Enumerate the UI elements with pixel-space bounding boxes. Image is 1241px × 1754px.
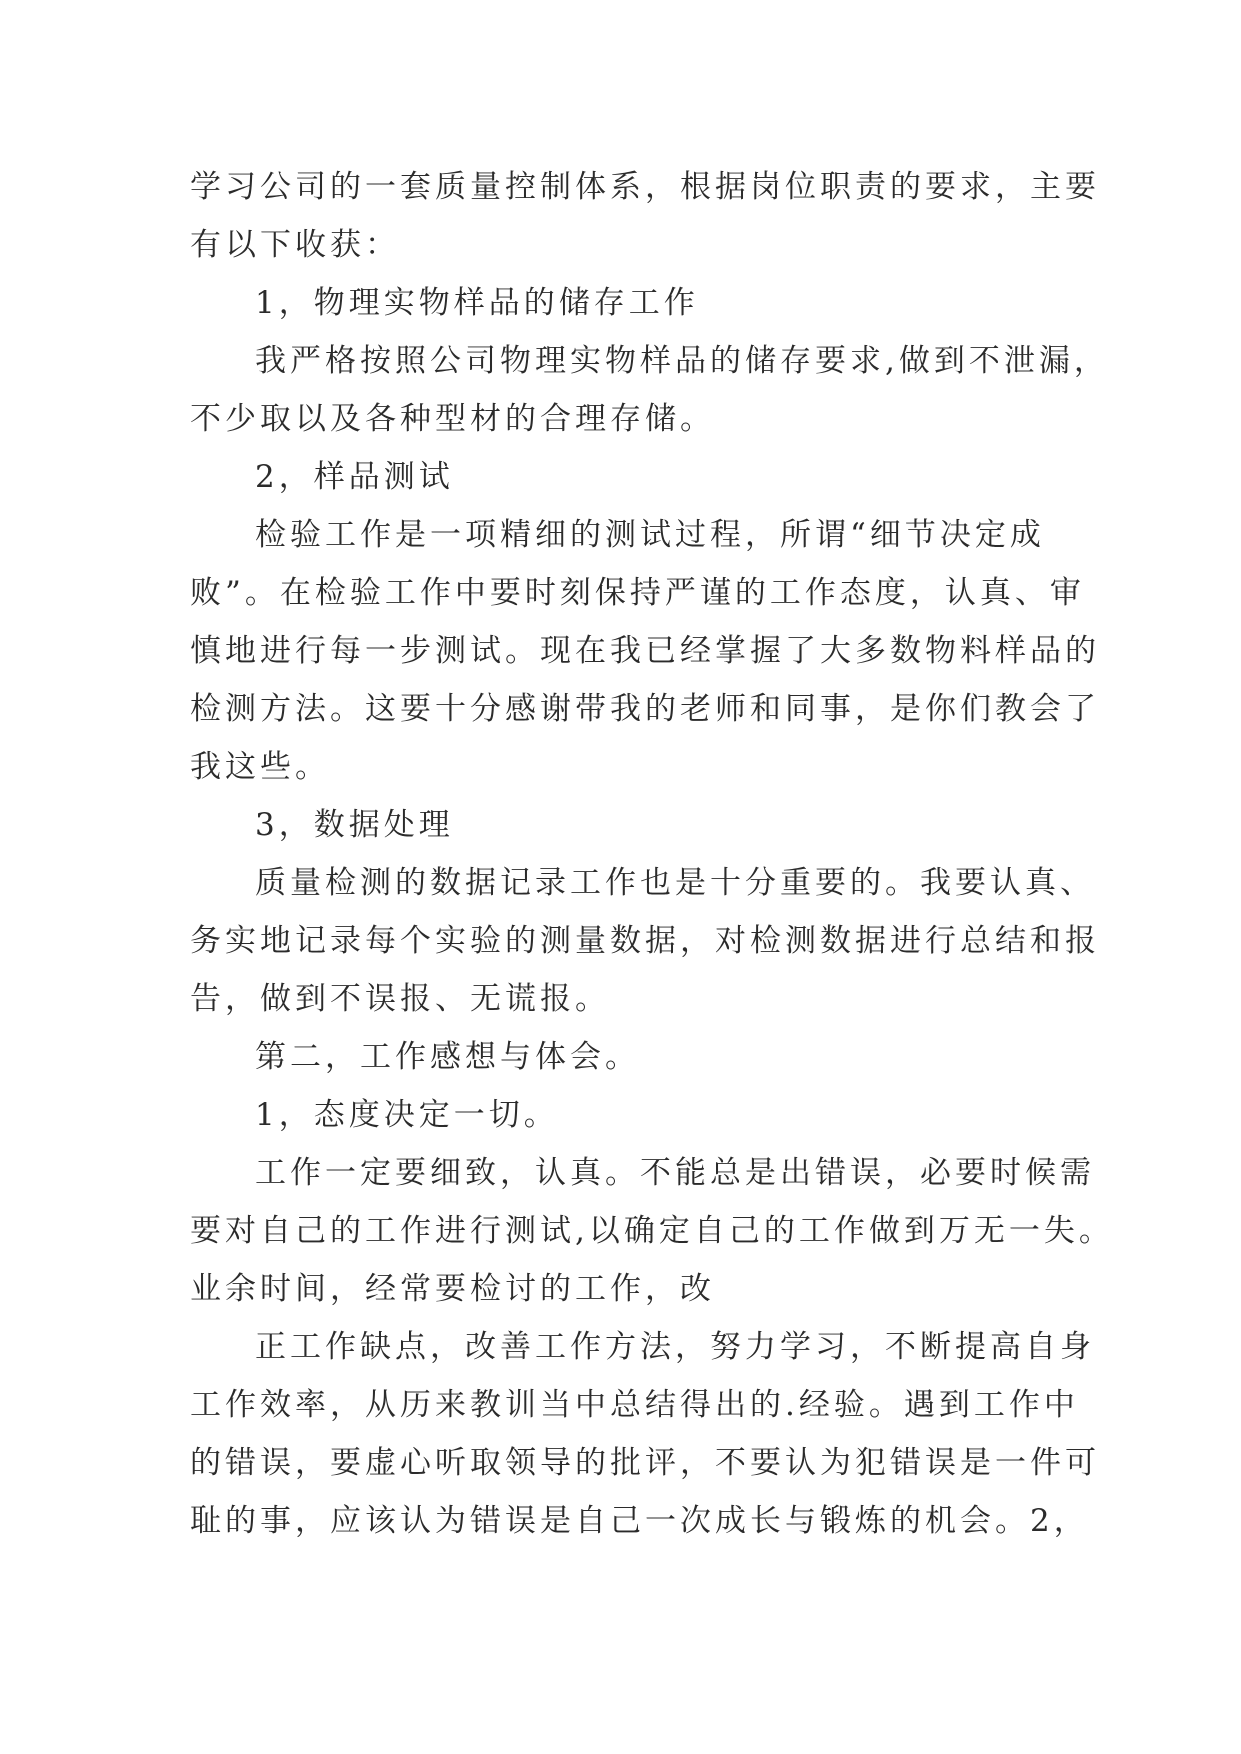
section-heading: 1，物理实物样品的储存工作 — [255, 285, 699, 321]
section-heading: 第二，工作感想与体会。 — [255, 1039, 640, 1075]
section-heading: 3，数据处理 — [255, 807, 454, 843]
text-line: 检验工作是一项精细的测试过程，所谓“细节决定成 — [255, 517, 1045, 553]
text-line: 有以下收获： — [190, 227, 400, 263]
text-line: 耻的事，应该认为错误是自己一次成长与锻炼的机会。2， — [190, 1503, 1089, 1539]
text-line: 不少取以及各种型材的合理存储。 — [190, 401, 715, 437]
text-line: 慎地进行每一步测试。现在我已经掌握了大多数物料样品的 — [190, 633, 1100, 669]
text-line: 质量检测的数据记录工作也是十分重要的。我要认真、 — [255, 865, 1095, 901]
section-heading: 1，态度决定一切。 — [255, 1097, 559, 1133]
text-line: 告，做到不误报、无谎报。 — [190, 981, 610, 1017]
text-line: 败”。在检验工作中要时刻保持严谨的工作态度，认真、审 — [190, 575, 1085, 611]
text-line: 正工作缺点，改善工作方法，努力学习，不断提高自身 — [255, 1329, 1095, 1365]
text-line: 要对自己的工作进行测试,以确定自己的工作做到万无一失。 — [190, 1213, 1114, 1249]
text-line: 工作效率，从历来教训当中总结得出的.经验。遇到工作中 — [190, 1387, 1079, 1423]
text-line: 我这些。 — [190, 749, 330, 785]
text-line: 的错误，要虚心听取领导的批评，不要认为犯错误是一件可 — [190, 1445, 1100, 1481]
text-line: 务实地记录每个实验的测量数据，对检测数据进行总结和报 — [190, 923, 1100, 959]
text-line: 我严格按照公司物理实物样品的储存要求,做到不泄漏， — [255, 343, 1109, 379]
text-line: 检测方法。这要十分感谢带我的老师和同事，是你们教会了 — [190, 691, 1100, 727]
text-line: 工作一定要细致，认真。不能总是出错误，必要时候需 — [255, 1155, 1095, 1191]
text-line: 学习公司的一套质量控制体系，根据岗位职责的要求，主要 — [190, 169, 1100, 205]
text-line: 业余时间，经常要检讨的工作，改 — [190, 1271, 715, 1307]
section-heading: 2，样品测试 — [255, 459, 454, 495]
